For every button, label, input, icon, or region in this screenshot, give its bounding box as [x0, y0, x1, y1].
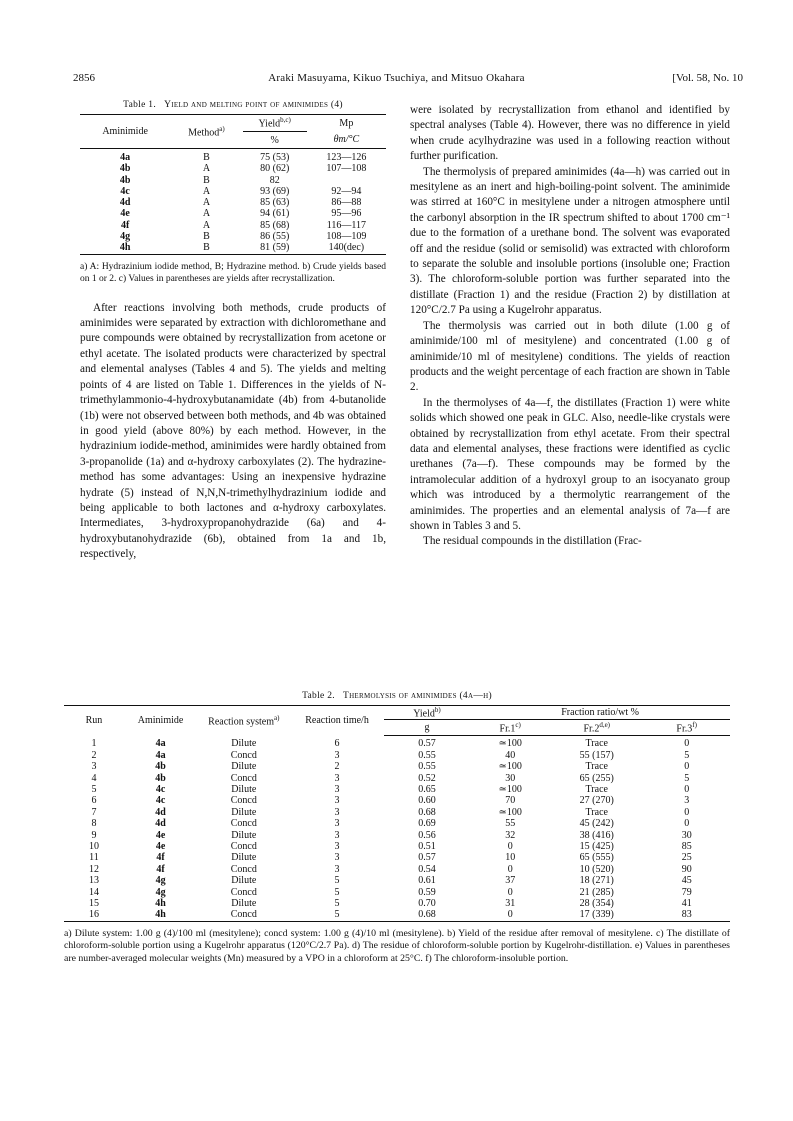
t1-cell-mp: 140(dec): [307, 242, 386, 254]
t2-cell-run: 9: [91, 829, 97, 841]
t2-cell-fr1: 70: [505, 795, 516, 807]
t2-cell-run: 4: [91, 772, 97, 784]
t2-cell-fr2: 38 (416): [579, 829, 614, 841]
t2-cell-time: 3: [334, 818, 340, 830]
t2-head-fraction: Fraction ratio/wt %: [470, 706, 730, 720]
t2-cell-yield: 0.61: [418, 875, 436, 887]
table2-label: Table 2.: [302, 691, 335, 701]
t2-cell-am: 4b: [155, 772, 166, 784]
t2-cell-fr3: 25: [681, 852, 692, 864]
t2-cell-yield: 0.68: [384, 909, 471, 921]
table-row: [80, 163, 386, 174]
t2-cell-sys: Dilute: [231, 761, 257, 773]
t1-cell-mp: 95—96: [331, 208, 362, 220]
t2-cell-run: 10: [88, 840, 99, 852]
t1-cell-mp: 116—117: [326, 219, 366, 231]
t2-head-fr3: Fr.3$^{f)}$: [643, 720, 730, 736]
t2-cell-fr3: 90: [681, 863, 692, 875]
t2-cell-am: 4h: [155, 898, 166, 910]
t2-cell-time: 3: [334, 772, 340, 784]
t1-head-yield-unit: %: [270, 134, 279, 146]
t2-cell-time: 5: [334, 886, 340, 898]
t1-cell-aminimide: 4b: [119, 163, 131, 175]
t2-cell-yield: 0.68: [418, 806, 436, 818]
t2-head-aminimide: Aminimide: [124, 706, 197, 736]
t2-head-yield: Yield$^{b)}$: [384, 706, 471, 720]
t1-cell-yield: 85 (68): [260, 219, 290, 231]
table-row: [80, 208, 386, 219]
table1-title: Yield and melting point of aminimides (4): [164, 100, 343, 110]
t1-cell-aminimide: 4d: [119, 197, 131, 209]
table-row: [64, 818, 730, 829]
table-row: [64, 875, 730, 886]
t1-cell-aminimide: 4c: [120, 185, 130, 197]
t2-cell-fr3: 30: [681, 829, 692, 841]
t2-cell-sys: Concd: [230, 818, 257, 830]
t1-cell-yield: 75 (53): [243, 149, 307, 164]
t2-cell-fr3: 5: [684, 749, 690, 761]
table-row: [64, 736, 730, 750]
t2-cell-yield: 0.55: [418, 749, 436, 761]
t2-cell-sys: Dilute: [231, 738, 257, 750]
t2-cell-fr1: 31: [505, 898, 516, 910]
t2-cell-yield: 0.60: [418, 795, 436, 807]
t2-cell-fr2: 27 (270): [579, 795, 614, 807]
t2-cell-fr1: ≃100: [498, 783, 522, 795]
t2-cell-sys: Concd: [230, 749, 257, 761]
t1-cell-method: B: [170, 242, 242, 254]
t2-cell-run: 1: [91, 738, 97, 750]
t2-cell-fr3: 79: [681, 886, 692, 898]
t2-cell-run: 11: [89, 852, 99, 864]
t2-cell-run: 8: [91, 818, 97, 830]
t2-cell-time: 3: [334, 840, 340, 852]
t2-cell-fr3: 5: [684, 772, 690, 784]
t2-cell-sys: Dilute: [231, 806, 257, 818]
t2-cell-fr2: Trace: [585, 738, 608, 750]
t2-cell-fr2: 15 (425): [579, 840, 614, 852]
t2-cell-yield: 0.54: [418, 863, 436, 875]
table2-block: [64, 691, 730, 965]
t2-head-fr2: Fr.2$^{d,e)}$: [550, 720, 643, 736]
body-paragraph: In the thermolyses of 4a—f, the distillates (Fraction 1) were white solids which showed one peak in GLC. Also, needle-like crystals were obtained by recrystallization from ethyl acetate. From their spectral data and elemental analyses, these fractions were identified as cyclic urethanes (7a—f). These compounds may be formed by the intramolecular addition of a hydroxyl group to an isocyanato group which was introduced by a thermolytic rearrangement of the aminimides. The properties and an elemental analysis of 7a—f are shown in Tables 3 and 5.: [410, 396, 730, 532]
t2-cell-fr1: ≃100: [498, 806, 522, 818]
t2-cell-sys: Concd: [197, 909, 290, 921]
t2-cell-time: 6: [334, 738, 340, 750]
t2-cell-am: 4f: [156, 852, 165, 864]
t2-cell-sys: Dilute: [231, 898, 257, 910]
right-column: [410, 103, 730, 550]
t2-cell-yield: 0.56: [418, 829, 436, 841]
t2-cell-am: 4c: [155, 795, 166, 807]
t2-cell-time: 3: [334, 852, 340, 864]
t2-cell-sys: Concd: [230, 840, 257, 852]
t2-cell-am: 4d: [155, 818, 166, 830]
t1-head-aminimide: Aminimide: [80, 115, 170, 149]
t2-cell-fr2: 21 (285): [579, 886, 614, 898]
t1-cell-mp: 86—88: [331, 197, 362, 209]
t2-cell-fr3: 41: [681, 898, 692, 910]
t2-cell-am: 4g: [155, 886, 166, 898]
table-row: [64, 887, 730, 898]
t2-cell-fr3: 0: [684, 783, 690, 795]
t2-cell-time: 5: [290, 909, 383, 921]
table1-label: Table 1.: [123, 100, 157, 110]
t2-cell-am: 4a: [155, 738, 166, 750]
t2-cell-yield: 0.57: [418, 852, 436, 864]
t1-head-yield: Yield$^{b,c)}$: [243, 115, 307, 132]
page-number: 2856: [73, 72, 95, 84]
t2-cell-time: 3: [334, 863, 340, 875]
table-row: [64, 795, 730, 806]
t2-cell-yield: 0.70: [418, 898, 436, 910]
table-row: [80, 231, 386, 242]
table-row: [64, 830, 730, 841]
t1-cell-yield: 94 (61): [260, 208, 290, 220]
t2-cell-fr2: Trace: [585, 783, 608, 795]
t2-cell-fr1: ≃100: [498, 761, 522, 773]
table1-footnote: a) A: Hydrazinium iodide method, B; Hydrazine method. b) Crude yields based on 1 or 2. c) Values in parentheses are yields after recrystallization.: [80, 261, 386, 284]
t2-head-time: Reaction time/h: [290, 706, 383, 736]
table-row: [64, 909, 730, 921]
t2-cell-fr3: 83: [643, 909, 730, 921]
t2-cell-fr3: 0: [684, 818, 690, 830]
t2-cell-run: 3: [91, 761, 97, 773]
t2-cell-am: 4f: [156, 863, 165, 875]
t2-cell-fr2: 10 (520): [579, 863, 614, 875]
t2-cell-fr1: 0: [507, 840, 513, 852]
t2-head-yield-unit: g: [384, 720, 471, 736]
table2-title: Thermolysis of aminimides (4a—h): [342, 691, 492, 701]
t2-cell-fr1: 0: [470, 909, 550, 921]
t2-cell-time: 3: [334, 795, 340, 807]
t2-cell-fr1: 10: [505, 852, 516, 864]
t2-cell-am: 4e: [155, 840, 166, 852]
t2-cell-fr2: 28 (354): [579, 898, 614, 910]
t2-head-system: Reaction system$^{a)}$: [197, 706, 290, 736]
t2-cell-run: 6: [91, 795, 97, 807]
t1-head-method: Method$^{a)}$: [170, 115, 242, 149]
t2-cell-time: 5: [334, 898, 340, 910]
t2-cell-fr1: 30: [505, 772, 516, 784]
t1-cell-aminimide: 4g: [120, 231, 131, 243]
t2-cell-fr2: Trace: [585, 806, 608, 818]
table2: [64, 705, 730, 922]
body-paragraph: The residual compounds in the distillation (Frac-: [423, 535, 642, 548]
body-paragraph: After reactions involving both methods, crude products of aminimides were separated by extraction with dichloromethane and pure compounds were obtained by recrystallization from acetone or ethyl acetate. The isolated products were characterized by spectral and elemental analyses (Tables 4 and 5). The yields and melting points of 4 are listed on Table 1. Differences in the yields of N-trimethylammonio-4-hydroxybutanamidate (4b) from 4-butanolide (1b) were not observed between both methods, and 4b was obtained in good yield (above 80%) by each method. However, in the hydrazinium iodide-method, aminimides were hardly obtained from 3-propanolide (1a) and α-hydroxy carboxylates (2). The hydrazine-method has some advantages: Using an inexpensive hydrazine hydrate (5) instead of N,N,N-trimethylhydrazinium iodide and being applicable to both lactones and α-hydroxy carboxylates. Intermediates, 3-hydroxypropanohydrazide (6a) and 4-hydroxybutanohydrazide (6b), obtained from 1a and 1b, respectively,: [80, 301, 386, 561]
t2-cell-fr2: 45 (242): [579, 818, 614, 830]
t2-cell-fr3: 0: [684, 806, 690, 818]
table-row: [80, 220, 386, 231]
t2-head-run: Run: [64, 706, 124, 736]
journal-volume: [Vol. 58, No. 10: [672, 72, 743, 84]
t2-cell-yield: 0.69: [418, 818, 436, 830]
t1-cell-method: A: [202, 219, 211, 231]
t1-cell-yield: 80 (62): [260, 163, 290, 175]
t1-cell-method: A: [202, 163, 211, 175]
body-paragraph: The thermolysis was carried out in both dilute (1.00 g of aminimide/100 ml of mesitylene) and concentrated (1.00 g of aminimide/10 ml of mesitylene) conditions. The yields of reaction products and the weight percentage of each fraction are shown in Table 2.: [410, 319, 730, 394]
t2-cell-am: 4c: [155, 783, 166, 795]
t2-cell-run: 15: [88, 898, 99, 910]
t2-cell-fr3: 45: [681, 875, 692, 887]
t2-cell-fr3: 85: [681, 840, 692, 852]
t1-cell-mp: 108—109: [326, 231, 367, 243]
t2-head-fr1: Fr.1$^{c)}$: [470, 720, 550, 736]
t2-cell-sys: Concd: [230, 772, 257, 784]
t1-cell-method: A: [202, 197, 211, 209]
t2-cell-yield: 0.51: [418, 840, 436, 852]
t1-cell-yield: 81 (59): [243, 242, 307, 254]
t1-cell-yield: 82: [269, 174, 280, 186]
t1-cell-method: A: [202, 208, 211, 220]
t1-head-mp: Mp: [307, 115, 386, 132]
table-row: [80, 242, 386, 254]
t1-head-mp-unit: θm/°C: [333, 134, 360, 146]
table-row: [64, 761, 730, 772]
t1-cell-method: B: [170, 149, 242, 164]
running-header: [0, 72, 793, 88]
table-row: [80, 197, 386, 208]
table-row: [64, 773, 730, 784]
t2-cell-fr1: 37: [505, 875, 516, 887]
t2-cell-fr1: 55: [505, 818, 516, 830]
t2-cell-yield: 0.55: [418, 761, 436, 773]
t1-cell-method: A: [202, 185, 211, 197]
running-authors: Araki Masuyama, Kikuo Tsuchiya, and Mitsuo Okahara: [268, 72, 525, 84]
t2-cell-sys: Dilute: [231, 829, 257, 841]
table-row: [64, 841, 730, 852]
t1-cell-method: B: [203, 231, 210, 243]
t2-cell-time: 3: [334, 829, 340, 841]
t2-cell-fr2: 18 (271): [579, 875, 614, 887]
t2-cell-sys: Concd: [230, 795, 257, 807]
table-row: [80, 186, 386, 197]
t2-cell-sys: Dilute: [231, 783, 257, 795]
table-row: [64, 750, 730, 761]
t1-cell-aminimide: 4b: [119, 174, 131, 186]
t2-cell-fr3: 0: [684, 761, 690, 773]
t2-cell-am: 4b: [155, 761, 166, 773]
t2-cell-fr2: 65 (255): [579, 772, 614, 784]
t2-cell-fr1: ≃100: [498, 738, 522, 750]
t2-cell-yield: 0.65: [418, 783, 436, 795]
t2-cell-fr2: 55 (157): [579, 749, 614, 761]
t2-cell-fr1: 40: [505, 749, 516, 761]
t2-cell-fr2: Trace: [585, 761, 608, 773]
t1-cell-yield: 86 (55): [260, 231, 290, 243]
table-row: [64, 852, 730, 863]
t2-cell-am: 4g: [155, 875, 166, 887]
t2-cell-fr2: 65 (555): [579, 852, 614, 864]
table-row: [64, 864, 730, 875]
table-row: [80, 175, 386, 186]
t2-cell-time: 3: [334, 749, 340, 761]
t1-cell-yield: 85 (63): [260, 197, 290, 209]
t2-cell-fr1: 0: [507, 863, 513, 875]
body-paragraph: The thermolysis of prepared aminimides (4a—h) was carried out in mesitylene as an inert and high-boiling-point solvent. The aminimide was stirred at 160°C in mesitylene under a nitrogen atmosphere until the carbonyl absorption in the IR spectrum shifted to about 1700 cm⁻¹ due to the formation of a urethane bond. The solvent was evaporated off and the residue (solid or semisolid) was extracted with chloroform to separate the soluble and insoluble portions (insoluble one; Fraction 3). The chloroform-soluble portion was further separated into the distillate (Fraction 1) and the residue (Fraction 2) by distillation at 120°C/2.7 Pa using a Kugelrohr apparatus.: [410, 165, 730, 317]
t2-cell-sys: Dilute: [231, 875, 257, 887]
t2-cell-fr1: 0: [507, 886, 513, 898]
t1-cell-aminimide: 4e: [120, 208, 130, 220]
t1-cell-mp: 107—108: [326, 163, 367, 175]
t1-cell-aminimide: 4f: [120, 219, 130, 231]
left-column: [80, 100, 386, 563]
t2-cell-run: 14: [88, 886, 99, 898]
t2-cell-yield: 0.57: [418, 738, 436, 750]
table2-footnote: a) Dilute system: 1.00 g (4)/100 ml (mesitylene); concd system: 1.00 g (4)/10 ml (mesitylene). b) Yield of the residue after removal of mesitylene. c) The distillate of chloroform-soluble portion using a Kugelrohr apparatus (120°C/2.7 Pa). d) The residue of chloroform-soluble portion by Kugelrohr-distillation. e) Values in parentheses are number-averaged molecular weights (Mn) measured by a VPO in a chloroform at 25°C. f) The chloroform-insoluble portion.: [64, 927, 730, 964]
t2-cell-sys: Concd: [230, 863, 257, 875]
t2-cell-sys: Concd: [230, 886, 257, 898]
t2-cell-fr3: 0: [684, 738, 690, 750]
t2-cell-fr2: 17 (339): [550, 909, 643, 921]
t2-cell-time: 5: [334, 875, 340, 887]
table-row: [64, 898, 730, 909]
t1-cell-mp: 123—126: [307, 149, 386, 164]
t1-cell-yield: 93 (69): [260, 185, 290, 197]
t2-cell-run: 13: [88, 875, 99, 887]
t2-cell-time: 3: [334, 783, 340, 795]
t2-cell-yield: 0.52: [418, 772, 436, 784]
t2-cell-time: 2: [334, 761, 340, 773]
t2-cell-am: 4e: [155, 829, 166, 841]
table1-caption: [80, 100, 386, 110]
t1-cell-mp: 92—94: [331, 185, 362, 197]
table-row: [80, 149, 386, 164]
table-row: [64, 784, 730, 795]
t2-cell-run: 7: [91, 806, 97, 818]
t1-cell-method: B: [203, 174, 210, 186]
table1: [80, 114, 386, 255]
t2-cell-run: 2: [91, 749, 97, 761]
t2-cell-am: 4h: [124, 909, 197, 921]
table-row: [64, 807, 730, 818]
t2-cell-yield: 0.59: [418, 886, 436, 898]
t2-cell-sys: Dilute: [231, 852, 257, 864]
table2-caption: [64, 691, 730, 701]
t1-cell-aminimide: 4a: [80, 149, 170, 164]
t2-cell-am: 4d: [155, 806, 166, 818]
body-paragraph: were isolated by recrystallization from ethanol and identified by spectral analyses (Table 4). However, there was no difference in yield when crude acylhydrazine was used in a following reaction without further purification.: [410, 104, 730, 163]
t1-cell-mp: [307, 175, 386, 186]
t1-cell-aminimide: 4h: [80, 242, 170, 254]
t2-cell-fr1: 32: [505, 829, 516, 841]
t2-cell-fr3: 3: [684, 795, 690, 807]
t2-cell-am: 4a: [155, 749, 166, 761]
t2-cell-run: 12: [88, 863, 99, 875]
t2-cell-time: 3: [334, 806, 340, 818]
t2-cell-run: 16: [64, 909, 124, 921]
t2-cell-run: 5: [91, 783, 97, 795]
